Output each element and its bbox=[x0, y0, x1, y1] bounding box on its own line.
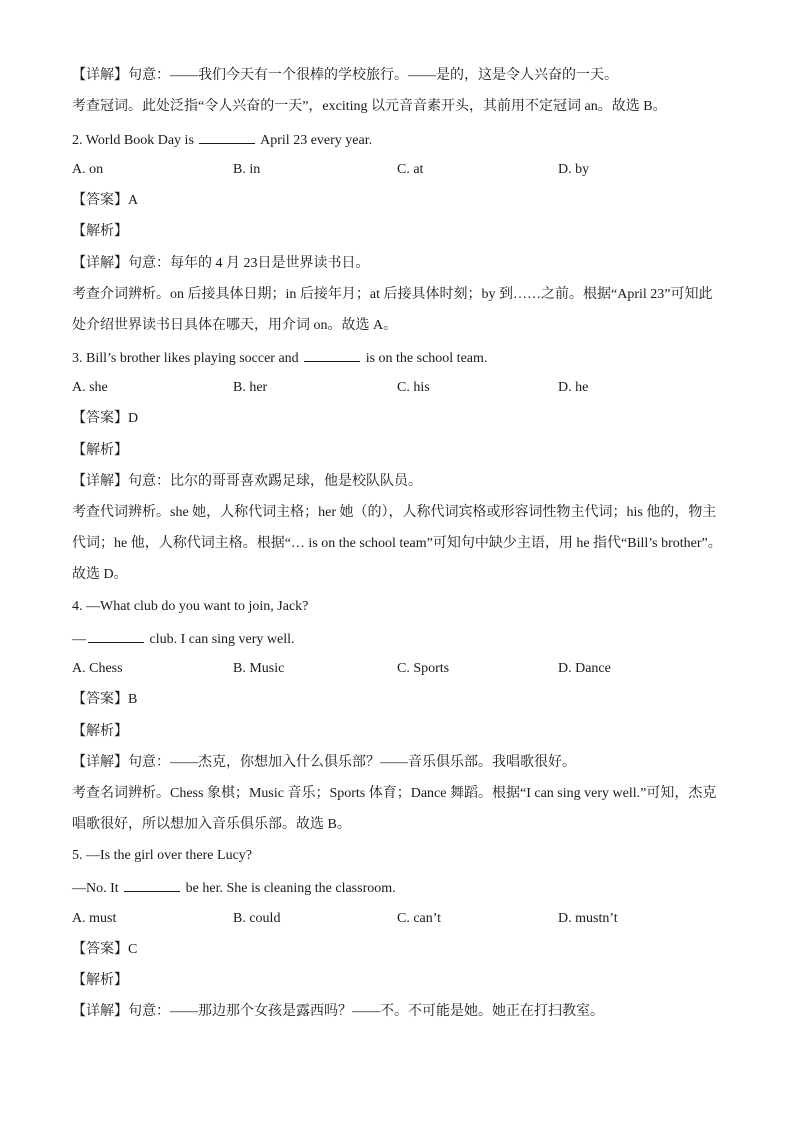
option-b: B. in bbox=[233, 162, 261, 177]
analysis-heading: 【解析】 bbox=[72, 724, 128, 739]
option-d: D. by bbox=[558, 162, 590, 177]
explanation-line: 考查冠词。此处泛指“令人兴奋的一天”，exciting 以元音音素开头，其前用不定冠词 an。故选 B。 bbox=[72, 99, 667, 114]
question-2 bbox=[72, 129, 722, 151]
answer-line: 【答案】C bbox=[72, 942, 138, 957]
option-c: C. can’t bbox=[397, 911, 442, 926]
explanation-line: 唱歌很好，所以想加入音乐俱乐部。故选 B。 bbox=[72, 817, 351, 832]
question-4-stem-start: — bbox=[72, 632, 86, 647]
question-2-stem-end: April 23 every year. bbox=[260, 133, 373, 148]
explanation-line: 考查介词辨析。on 后接具体日期；in 后接年月；at 后接具体时刻；by 到……之前。根据“April 23”可知此 bbox=[72, 287, 713, 302]
answer-blank bbox=[199, 129, 255, 144]
answer-line: 【答案】B bbox=[72, 692, 138, 707]
answer-blank bbox=[124, 877, 180, 892]
explanation-line: 处介绍世界读书日具体在哪天，用介词 on。故选 A。 bbox=[72, 318, 398, 333]
question-5-response bbox=[72, 877, 722, 899]
option-a: A. Chess bbox=[72, 661, 123, 676]
detail-line: 【详解】句意：——那边那个女孩是露西吗？——不。不可能是她。她正在打扫教室。 bbox=[72, 1004, 604, 1019]
detail-line: 【详解】句意：——杰克，你想加入什么俱乐部？——音乐俱乐部。我唱歌很好。 bbox=[72, 755, 576, 770]
option-a: A. on bbox=[72, 162, 104, 177]
option-b: B. Music bbox=[233, 661, 285, 676]
answer-blank bbox=[88, 628, 144, 643]
option-d: D. he bbox=[558, 380, 589, 395]
answer-blank bbox=[304, 347, 360, 362]
detail-line: 【详解】句意：每年的 4 月 23日是世界读书日。 bbox=[72, 256, 370, 271]
detail-line: 【详解】句意：——我们今天有一个很棒的学校旅行。——是的，这是令人兴奋的一天。 bbox=[72, 68, 618, 83]
option-b: B. her bbox=[233, 380, 268, 395]
question-3 bbox=[72, 347, 722, 369]
question-5-stem-end: be her. She is cleaning the classroom. bbox=[185, 881, 396, 896]
answer-line: 【答案】A bbox=[72, 193, 139, 208]
explanation-line: 故选 D。 bbox=[72, 567, 128, 582]
question-2-stem-start: 2. World Book Day is bbox=[72, 133, 194, 148]
question-4-stem-end: club. I can sing very well. bbox=[149, 632, 295, 647]
question-3-stem-start: 3. Bill’s brother likes playing soccer and bbox=[72, 351, 299, 366]
option-a: A. must bbox=[72, 911, 117, 926]
option-d: D. mustn’t bbox=[558, 911, 618, 926]
question-4: 4. —What club do you want to join, Jack? bbox=[72, 599, 309, 614]
question-5-stem-start: —No. It bbox=[72, 881, 119, 896]
explanation-line: 考查名词辨析。Chess 象棋；Music 音乐；Sports 体育；Dance 舞蹈。根据“I can sing very well.”可知，杰克 bbox=[72, 786, 717, 801]
detail-line: 【详解】句意：比尔的哥哥喜欢踢足球，他是校队队员。 bbox=[72, 474, 422, 489]
question-5: 5. —Is the girl over there Lucy? bbox=[72, 848, 252, 863]
analysis-heading: 【解析】 bbox=[72, 224, 128, 239]
answer-line: 【答案】D bbox=[72, 411, 139, 426]
explanation-line: 考查代词辨析。she 她，人称代词主格；her 她（的），人称代词宾格或形容词性物主代词；his 他的，物主 bbox=[72, 505, 717, 520]
option-c: C. his bbox=[397, 380, 430, 395]
option-a: A. she bbox=[72, 380, 108, 395]
option-d: D. Dance bbox=[558, 661, 611, 676]
analysis-heading: 【解析】 bbox=[72, 973, 128, 988]
question-4-response bbox=[72, 628, 722, 650]
option-c: C. at bbox=[397, 162, 424, 177]
option-c: C. Sports bbox=[397, 661, 450, 676]
explanation-line: 代词；he 他，人称代词主格。根据“… is on the school team”可知句中缺少主语，用 he 指代“Bill’s brother”。 bbox=[72, 536, 722, 551]
option-b: B. could bbox=[233, 911, 281, 926]
question-3-stem-end: is on the school team. bbox=[365, 351, 488, 366]
analysis-heading: 【解析】 bbox=[72, 443, 128, 458]
